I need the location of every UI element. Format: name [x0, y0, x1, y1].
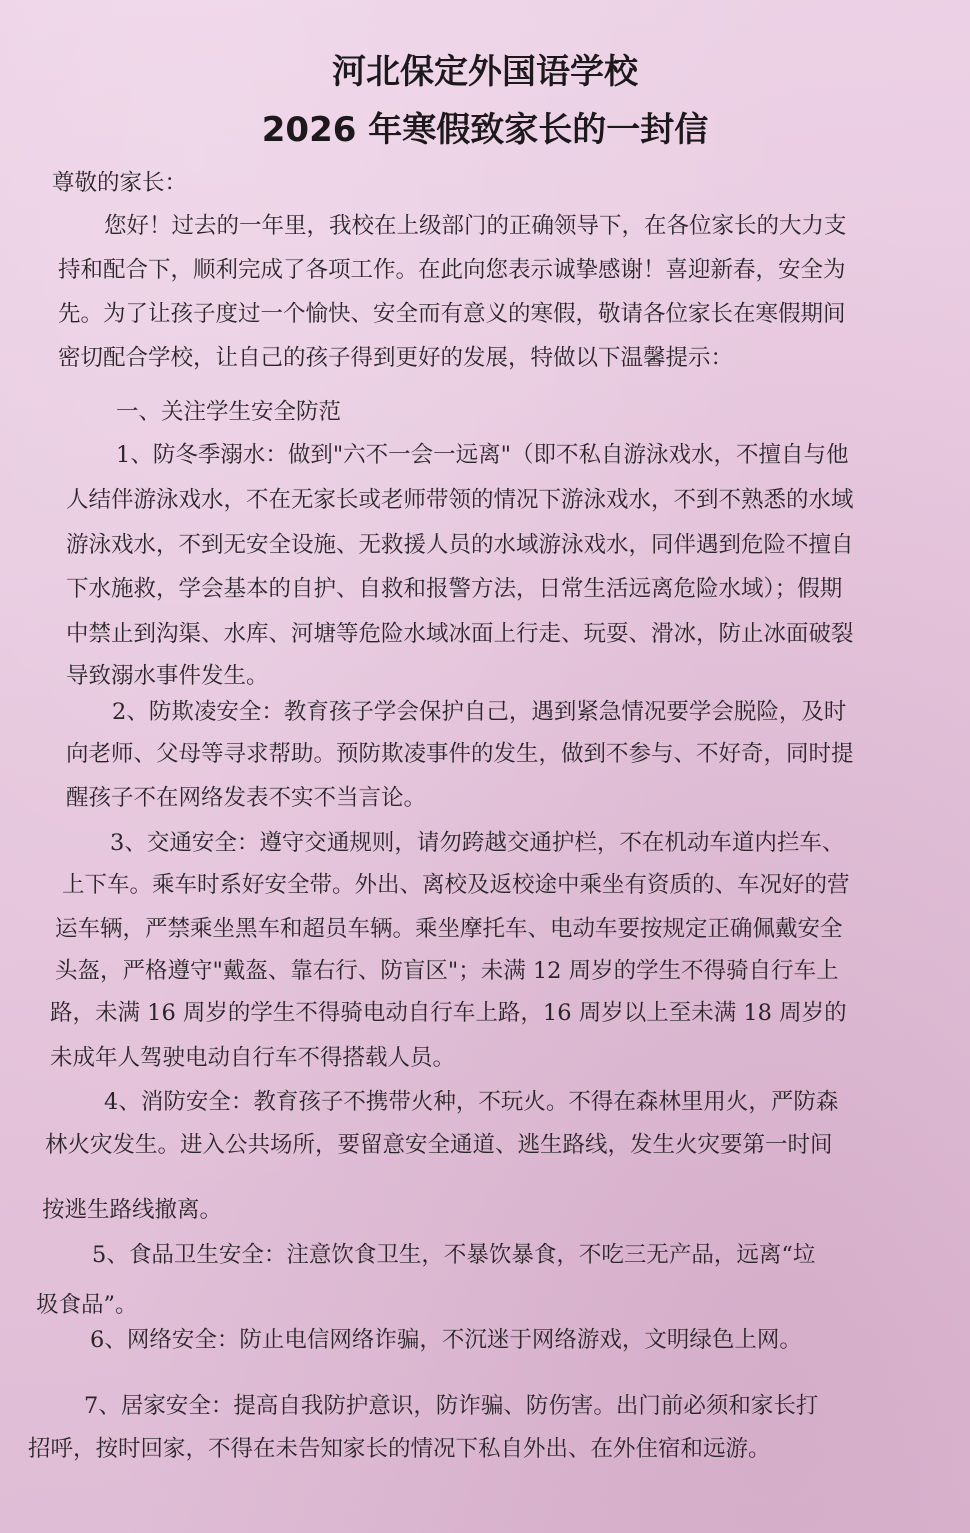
paragraph-line: 下水施救，学会基本的自护、自救和报警方法，日常生活远离危险水域）；假期 [66, 576, 843, 602]
paragraph-line: 6、网络安全：防止电信网络诈骗，不沉迷于网络游戏，文明绿色上网。 [90, 1327, 802, 1353]
paragraph-line: 7、居家安全：提高自我防护意识，防诈骗、防伤害。出门前必须和家长打 [84, 1393, 819, 1419]
paragraph-line: 5、食品卫生安全：注意饮食卫生，不暴饮暴食，不吃三无产品，远离“垃 [92, 1242, 816, 1268]
paragraph-line: 未成年人驾驶电动自行车不得搭载人员。 [50, 1045, 456, 1071]
paragraph-line: 先。为了让孩子度过一个愉快、安全而有意义的寒假，敬请各位家长在寒假期间 [58, 301, 846, 327]
school-name-title: 河北保定外国语学校 [332, 52, 638, 92]
paragraph-line: 导致溺水事件发生。 [66, 663, 269, 689]
letter-title: 2026 年寒假致家长的一封信 [261, 110, 709, 150]
paragraph-line: 招呼，按时回家，不得在未告知家长的情况下私自外出、在外住宿和远游。 [28, 1436, 771, 1462]
paragraph-line: 中禁止到沟渠、水库、河塘等危险水域冰面上行走、玩耍、滑冰，防止冰面破裂 [66, 621, 854, 647]
paragraph-line: 圾食品”。 [36, 1292, 138, 1318]
paragraph-line: 路，未满 16 周岁的学生不得骑电动自行车上路，16 周岁以上至未满 18 周岁的 [50, 1000, 847, 1026]
paragraph-line: 林火灾发生。进入公共场所，要留意安全通道、逃生路线，发生火灾要第一时间 [45, 1132, 833, 1158]
section-heading: 一、关注学生安全防范 [116, 399, 342, 425]
paragraph-line: 4、消防安全：教育孩子不携带火种，不玩火。不得在森林里用火，严防森 [104, 1089, 839, 1115]
paragraph-line: 人结伴游泳戏水，不在无家长或老师带领的情况下游泳戏水，不到不熟悉的水域 [66, 487, 854, 513]
paragraph-line: 醒孩子不在网络发表不实不当言论。 [66, 785, 427, 811]
paragraph-line: 运车辆，严禁乘坐黑车和超员车辆。乘坐摩托车、电动车要按规定正确佩戴安全 [55, 916, 843, 942]
paragraph-line: 头盔，严格遵守"戴盔、靠右行、防盲区"；未满 12 周岁的学生不得骑自行车上 [55, 958, 839, 984]
paragraph-line: 游泳戏水，不到无安全设施、无救援人员的水域游泳戏水，同伴遇到危险不擅自 [66, 532, 854, 558]
paragraph-line: 向老师、父母等寻求帮助。预防欺凌事件的发生，做到不参与、不好奇，同时提 [66, 741, 854, 767]
paragraph-line: 您好！过去的一年里，我校在上级部门的正确领导下，在各位家长的大力支 [104, 213, 847, 239]
paragraph-line: 按逃生路线撤离。 [42, 1197, 223, 1223]
paragraph-line: 持和配合下，顺利完成了各项工作。在此向您表示诚挚感谢！喜迎新春，安全为 [58, 257, 846, 283]
greeting: 尊敬的家长： [52, 170, 188, 196]
paragraph-line: 1、防冬季溺水：做到"六不一会一远离"（即不私自游泳戏水，不擅自与他 [116, 442, 849, 468]
paragraph-line: 上下车。乘车时系好安全带。外出、离校及返校途中乘坐有资质的、车况好的营 [62, 872, 850, 898]
paragraph-line: 2、防欺凌安全：教育孩子学会保护自己，遇到紧急情况要学会脱险，及时 [112, 699, 847, 725]
paragraph-line: 3、交通安全：遵守交通规则，请勿跨越交通护栏，不在机动车道内拦车、 [110, 830, 845, 856]
paragraph-line: 密切配合学校，让自己的孩子得到更好的发展，特做以下温馨提示： [58, 345, 734, 371]
